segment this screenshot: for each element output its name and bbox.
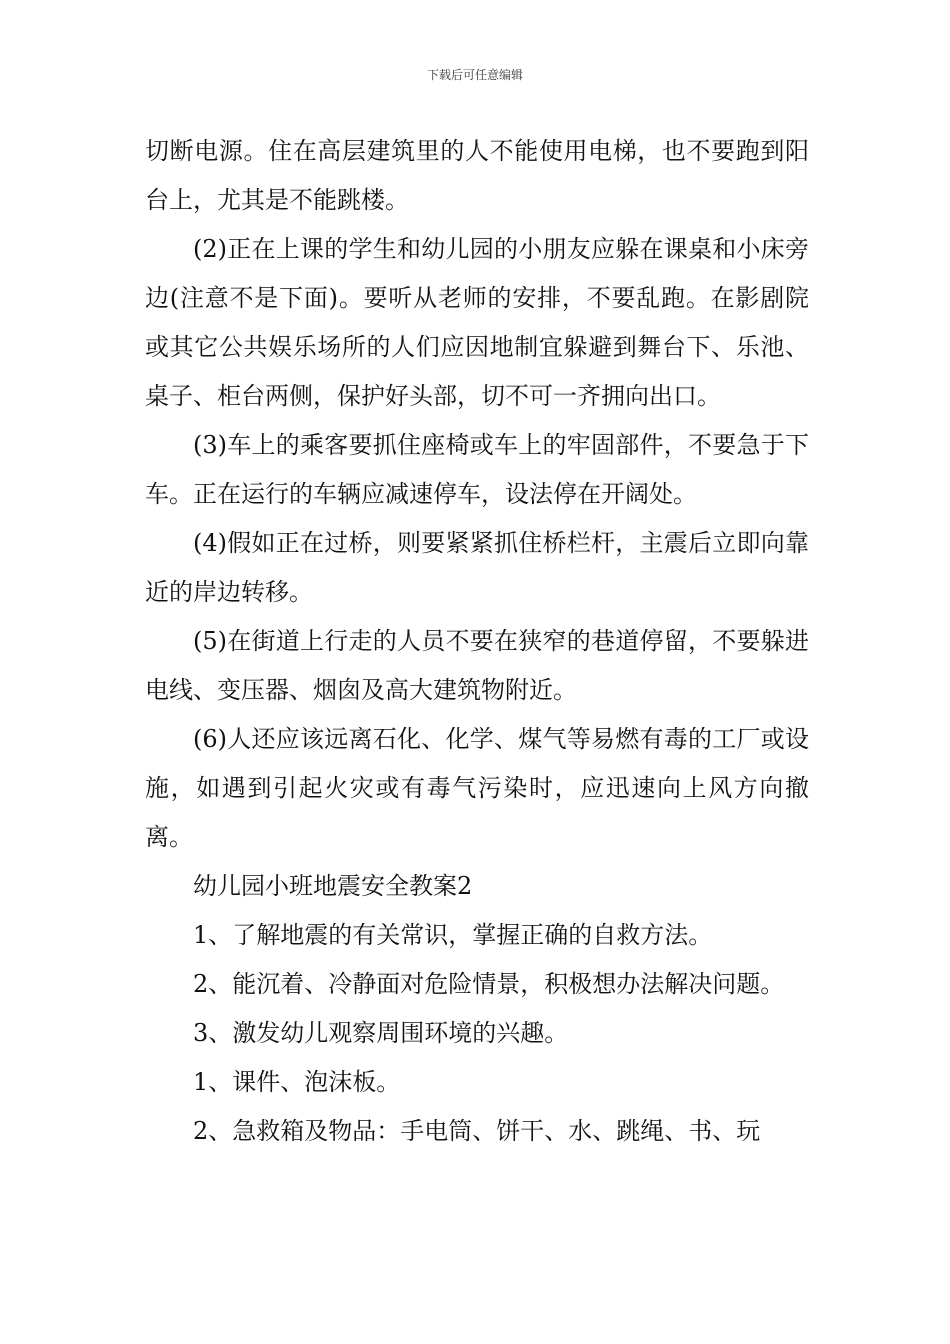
header-note: 下载后可任意编辑 bbox=[426, 68, 523, 82]
list-item: 1、了解地震的有关常识，掌握正确的自救方法。 bbox=[193, 921, 713, 949]
list-item: 3、激发幼儿观察周围环境的兴趣。 bbox=[193, 1019, 569, 1047]
paragraph: 切断电源。住在高层建筑里的人不能使用电梯，也不要跑到阳台上，尤其是不能跳楼。 bbox=[145, 137, 809, 214]
paragraph: (5)在街道上行走的人员不要在狭窄的巷道停留，不要躲进电线、变压器、烟囱及高大建筑物附近。 bbox=[145, 627, 809, 704]
list-item: 2、能沉着、冷静面对危险情景，积极想办法解决问题。 bbox=[193, 970, 785, 998]
paragraph: (3)车上的乘客要抓住座椅或车上的牢固部件，不要急于下车。正在运行的车辆应减速停车，设法停在开阔处。 bbox=[145, 431, 809, 508]
list-item: 1、课件、泡沫板。 bbox=[193, 1068, 401, 1096]
section-heading: 幼儿园小班地震安全教案2 bbox=[193, 872, 473, 900]
list-item: 2、急救箱及物品：手电筒、饼干、水、跳绳、书、玩 bbox=[193, 1117, 761, 1145]
document-body bbox=[145, 127, 809, 1156]
paragraph: (2)正在上课的学生和幼儿园的小朋友应躲在课桌和小床旁边(注意不是下面)。要听从老师的安排，不要乱跑。在影剧院或其它公共娱乐场所的人们应因地制宜躲避到舞台下、乐池、桌子、柜台两侧，保护好头部，切不可一齐拥向出口。 bbox=[145, 235, 809, 410]
paragraph: (4)假如正在过桥，则要紧紧抓住桥栏杆，主震后立即向靠近的岸边转移。 bbox=[145, 529, 809, 606]
paragraph: (6)人还应该远离石化、化学、煤气等易燃有毒的工厂或设施，如遇到引起火灾或有毒气污染时，应迅速向上风方向撤离。 bbox=[145, 725, 809, 851]
